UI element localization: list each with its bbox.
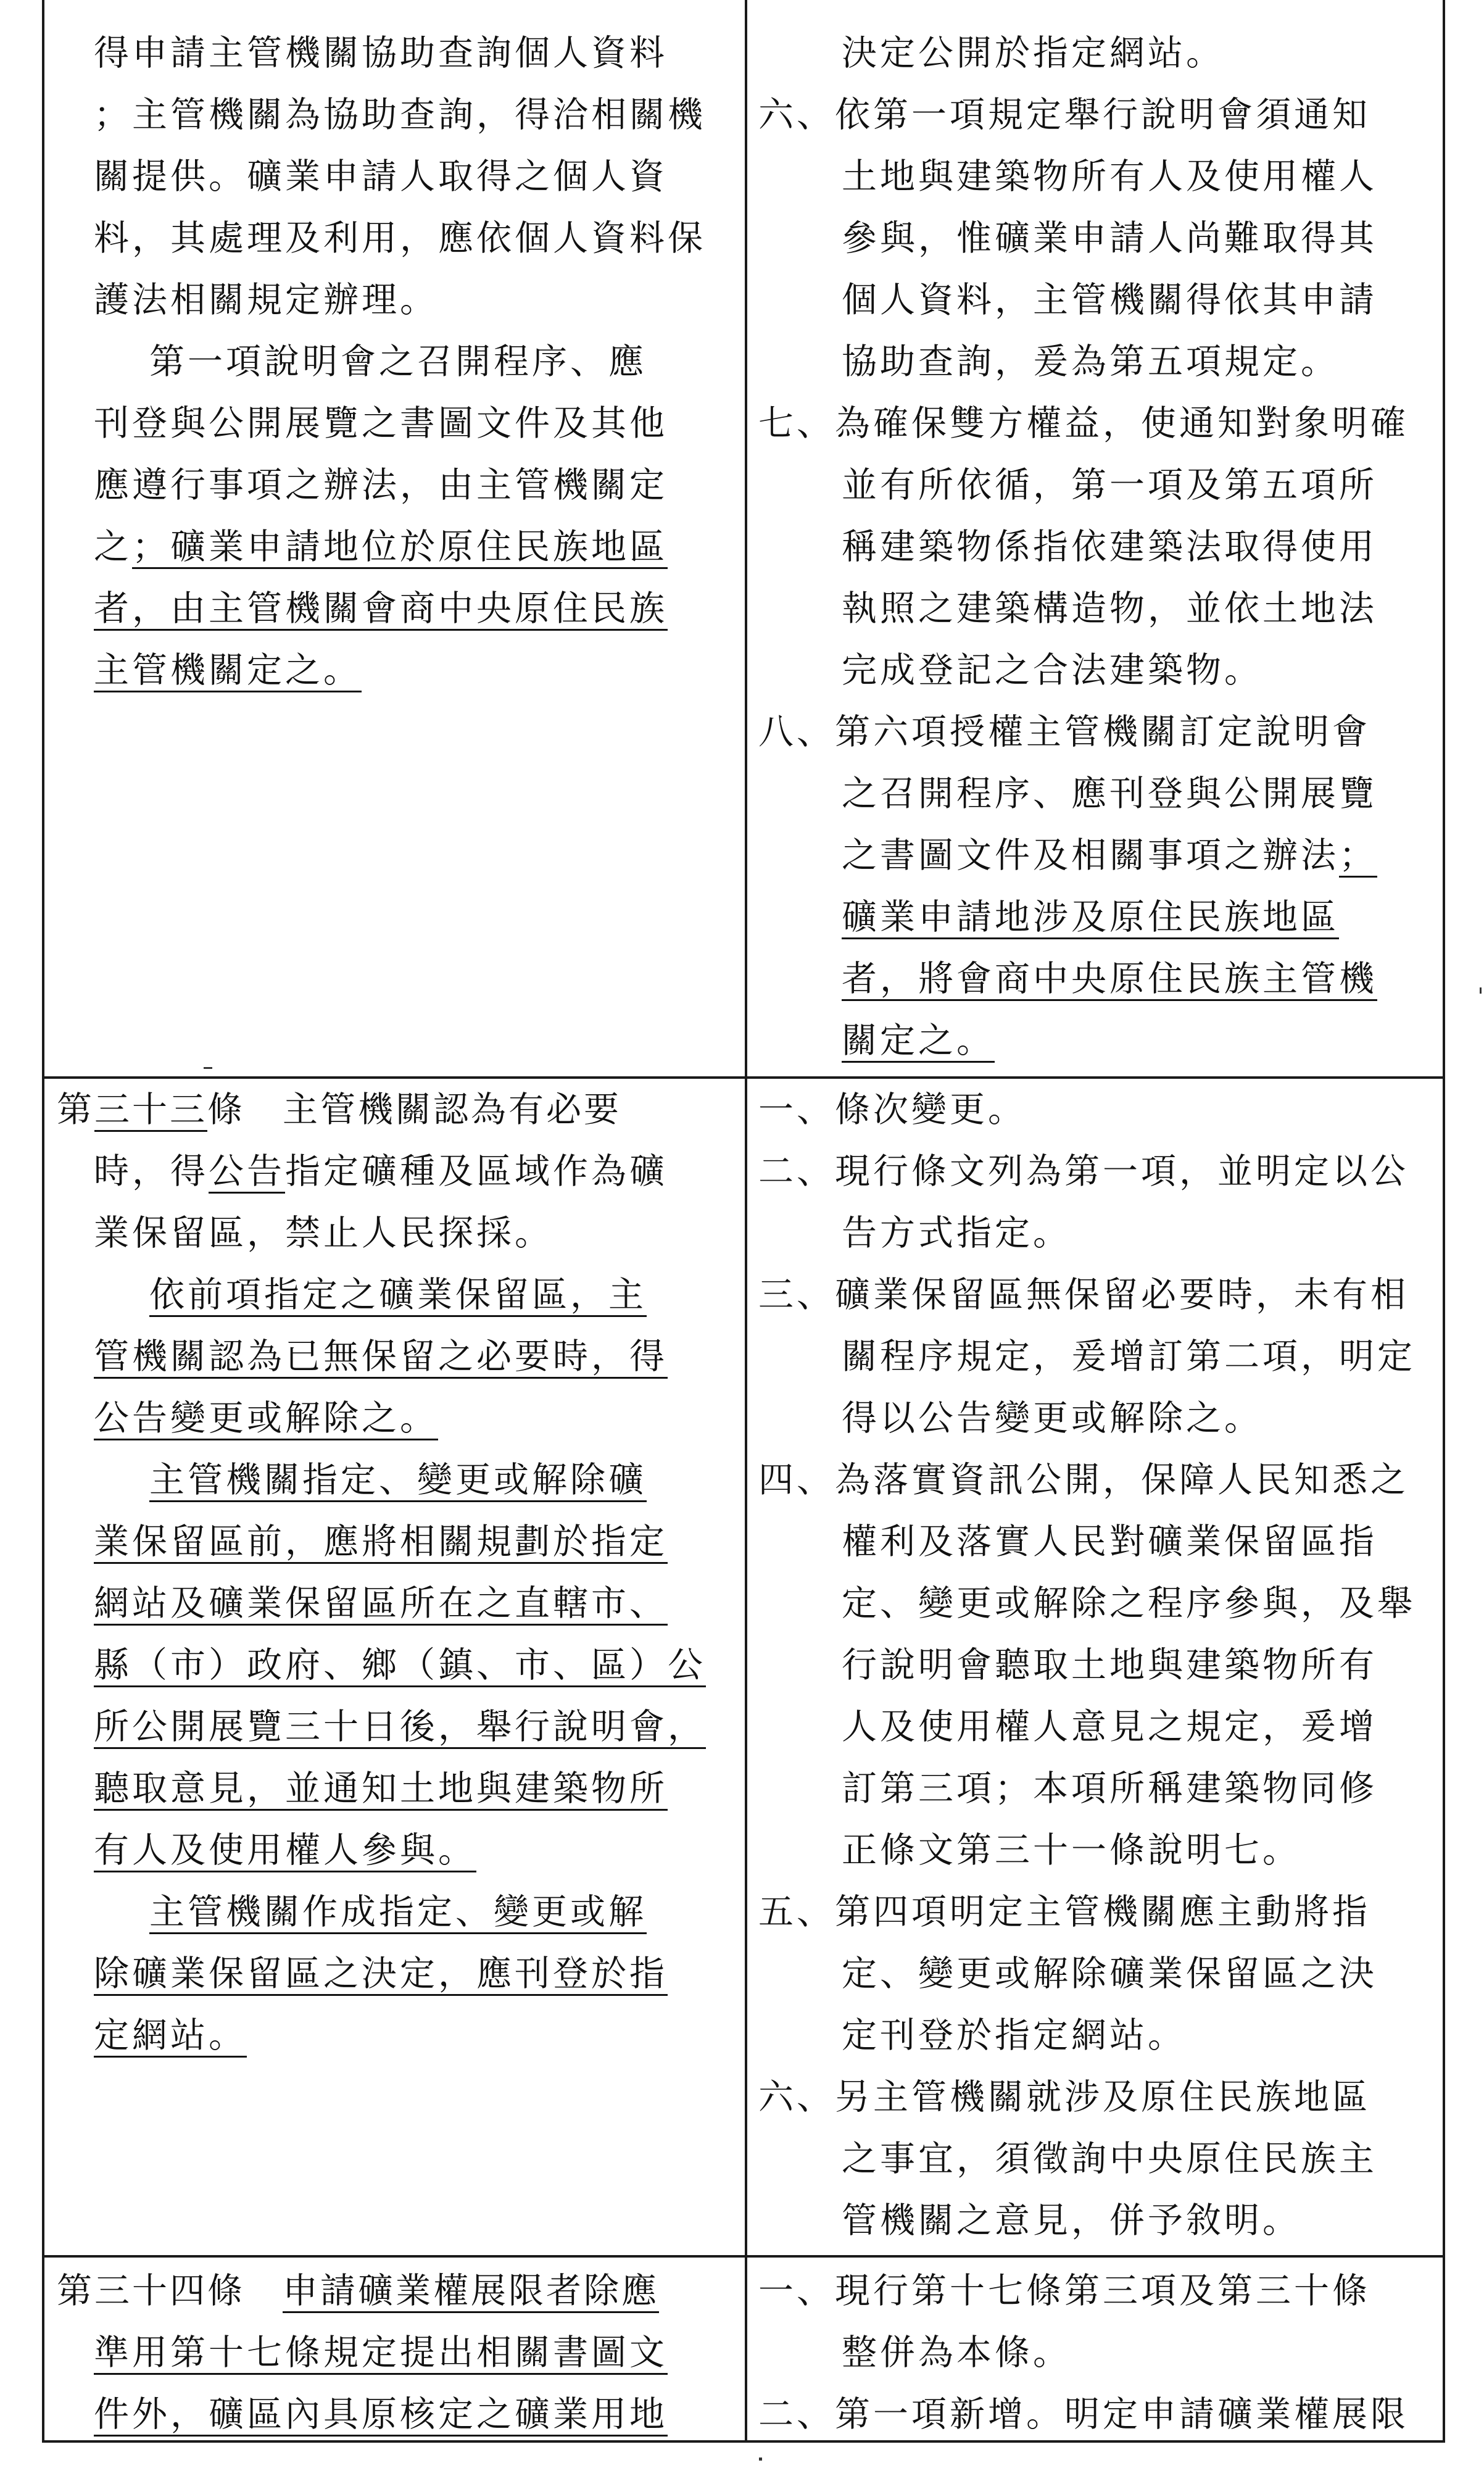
- text-line: 一、條次變更。: [758, 1089, 1026, 1130]
- text-line: [758, 948, 1435, 1010]
- text-line: [758, 1010, 1435, 1071]
- text-line: 告方式指定。: [842, 1213, 1071, 1253]
- text-segment: 條 主管機關認為有必要: [207, 1089, 621, 1130]
- text-segment: 指定礦種及區域作為礦: [285, 1151, 668, 1192]
- text-line: 應遵行事項之辦法，由主管機關定: [94, 465, 668, 505]
- amended-text: 有人及使用權人參與。: [94, 1830, 476, 1871]
- text-line: 業保留區，禁止人民探採。: [94, 1213, 553, 1253]
- article-33-text: [44, 1079, 745, 2066]
- amended-text: 聽取意見，並通知土地與建築物所: [94, 1768, 668, 1809]
- amended-text: 件外，礦區內具原核定之礦業用地: [94, 2394, 668, 2435]
- text-line: 並有所依循，第一項及第五項所: [842, 465, 1377, 505]
- text-line: 得以公告變更或解除之。: [842, 1398, 1262, 1439]
- text-line: 之事宜，須徵詢中央原住民族主: [842, 2138, 1377, 2179]
- row-divider: [44, 2255, 1443, 2258]
- text-line: 刊登與公開展覽之書圖文件及其他: [94, 403, 668, 444]
- text-line: 整併為本條。: [842, 2332, 1071, 2373]
- scan-speck: [1480, 987, 1482, 994]
- text-segment: 第三十四條: [57, 2271, 283, 2311]
- text-line: 六、另主管機關就涉及原住民族地區: [758, 2077, 1370, 2117]
- amended-text: 公告: [209, 1151, 285, 1192]
- scan-speck: [204, 1067, 212, 1069]
- text-line: 管機關之意見，併予敘明。: [842, 2200, 1301, 2241]
- amended-text: 公告變更或解除之。: [94, 1398, 438, 1439]
- text-line: 完成登記之合法建築物。: [842, 650, 1262, 691]
- text-line: 一、現行第十七條第三項及第三十條: [758, 2271, 1370, 2311]
- text-line: 三、礦業保留區無保留必要時，未有相: [758, 1274, 1409, 1315]
- amended-text: 者，將會商中央原住民族主管機: [842, 958, 1377, 999]
- text-line: ；主管機關為協助查詢，得洽相關機: [94, 94, 706, 135]
- text-line: [57, 2383, 734, 2445]
- amended-text: 網站及礦業保留區所在之直轄市、: [94, 1583, 668, 1624]
- text-line: 二、第一項新增。明定申請礦業權展限: [758, 2394, 1409, 2435]
- text-line: 執照之建築構造物，並依土地法: [842, 588, 1377, 629]
- text-line: [57, 1573, 734, 1634]
- text-line: 七、為確保雙方權益，使通知對象明確: [758, 403, 1409, 444]
- amended-text: 業保留區前，應將相關規劃於指定: [94, 1521, 668, 1562]
- text-line: [57, 1943, 734, 2005]
- text-line: [57, 1449, 734, 1511]
- amended-text: 縣（市）政府、鄉（鎮、市、區）公: [94, 1645, 706, 1685]
- text-line: 定刊登於指定網站。: [842, 2015, 1186, 2056]
- text-line: 二、現行條文列為第一項，並明定以公: [758, 1151, 1409, 1192]
- text-line: [57, 1326, 734, 1387]
- text-line: 護法相關規定辦理。: [94, 280, 438, 320]
- amended-text: 三十三: [94, 1089, 207, 1130]
- text-line: [57, 639, 734, 701]
- text-line: 參與，惟礦業申請人尚難取得其: [842, 218, 1377, 259]
- text-line: 得申請主管機關協助查詢個人資料: [94, 33, 668, 73]
- article-heading: [57, 2260, 734, 2322]
- amended-text: 礦業申請地涉及原住民族地區: [842, 897, 1339, 937]
- text-line: 權利及落實人民對礦業保留區指: [842, 1521, 1377, 1562]
- text-line: [57, 2322, 734, 2383]
- text-line: [57, 1264, 734, 1326]
- text-line: [57, 1881, 734, 1943]
- amended-text: 者，由主管機關會商中央原住民族: [94, 588, 668, 629]
- text-line: 關提供。礦業申請人取得之個人資: [94, 156, 668, 197]
- text-line: [57, 1819, 734, 1881]
- article-34-explanation: [747, 2260, 1443, 2445]
- scan-speck: [759, 2458, 762, 2461]
- comparison-table: [42, 0, 1445, 2443]
- amended-text: ；: [1339, 835, 1377, 876]
- text-line: 五、第四項明定主管機關應主動將指: [758, 1892, 1370, 1932]
- text-line: [57, 1511, 734, 1573]
- text-line: 關程序規定，爰增訂第二項，明定: [842, 1336, 1416, 1377]
- article-33-explanation: [747, 1079, 1443, 2251]
- text-line: [758, 825, 1435, 886]
- text-line: 八、第六項授權主管機關訂定說明會: [758, 712, 1370, 752]
- text-segment: 之書圖文件及相關事項之辦法: [842, 835, 1339, 876]
- text-line: 行說明會聽取土地與建築物所有: [842, 1645, 1377, 1685]
- text-line: 協助查詢，爰為第五項規定。: [842, 341, 1339, 382]
- row1-article-text: [44, 22, 745, 701]
- text-segment: 時，得: [94, 1151, 209, 1192]
- amended-text: 準用第十七條規定提出相關書圖文: [94, 2332, 668, 2373]
- text-line: 土地與建築物所有人及使用權人: [842, 156, 1377, 197]
- article-heading: [57, 1079, 734, 1141]
- amended-text: 定網站。: [94, 2015, 247, 2056]
- text-line: 人及使用權人意見之規定，爰增: [842, 1706, 1377, 1747]
- text-line: 四、為落實資訊公開，保障人民知悉之: [758, 1460, 1409, 1500]
- amended-text: 主管機關作成指定、變更或解: [149, 1892, 647, 1932]
- amended-text: 申請礦業權展限者除應: [283, 2271, 659, 2311]
- text-line: [57, 2005, 734, 2066]
- text-line: 之召開程序、應刊登與公開展覽: [842, 773, 1377, 814]
- article-34-text: [44, 2260, 745, 2445]
- text-line: 決定公開於指定網站。: [842, 33, 1224, 73]
- text-line: [57, 578, 734, 639]
- text-segment: 第: [57, 1089, 94, 1130]
- amended-text: 主管機關指定、變更或解除礦: [149, 1460, 647, 1500]
- amended-text: 管機關認為已無保留之必要時，得: [94, 1336, 668, 1377]
- row1-explanation: [747, 22, 1443, 1071]
- text-line: [57, 1141, 734, 1202]
- text-line: 定、變更或解除礦業保留區之決: [842, 1953, 1377, 1994]
- text-line: 稱建築物係指依建築法取得使用: [842, 526, 1377, 567]
- text-line: [57, 1696, 734, 1758]
- text-line: [57, 516, 734, 578]
- text-line: 個人資料，主管機關得依其申請: [842, 280, 1377, 320]
- text-line: 定、變更或解除之程序參與，及舉: [842, 1583, 1416, 1624]
- text-line: 正條文第三十一條說明七。: [842, 1830, 1301, 1871]
- text-segment: 之: [94, 526, 132, 567]
- text-line: 訂第三項；本項所稱建築物同修: [842, 1768, 1377, 1809]
- text-line: 六、依第一項規定舉行說明會須通知: [758, 94, 1370, 135]
- text-line: 第一項說明會之召開程序、應: [149, 341, 647, 382]
- amended-text: 主管機關定之。: [94, 650, 362, 691]
- text-line: [758, 886, 1435, 948]
- amended-text: 除礦業保留區之決定，應刊登於指: [94, 1953, 668, 1994]
- amended-text: ；礦業申請地位於原住民族地區: [132, 526, 668, 567]
- text-line: [57, 1758, 734, 1819]
- text-line: [57, 1387, 734, 1449]
- text-line: 料，其處理及利用，應依個人資料保: [94, 218, 706, 259]
- amended-text: 所公開展覽三十日後，舉行說明會，: [94, 1706, 706, 1747]
- text-line: [57, 1634, 734, 1696]
- amended-text: 關定之。: [842, 1020, 995, 1061]
- amended-text: 依前項指定之礦業保留區，主: [149, 1274, 647, 1315]
